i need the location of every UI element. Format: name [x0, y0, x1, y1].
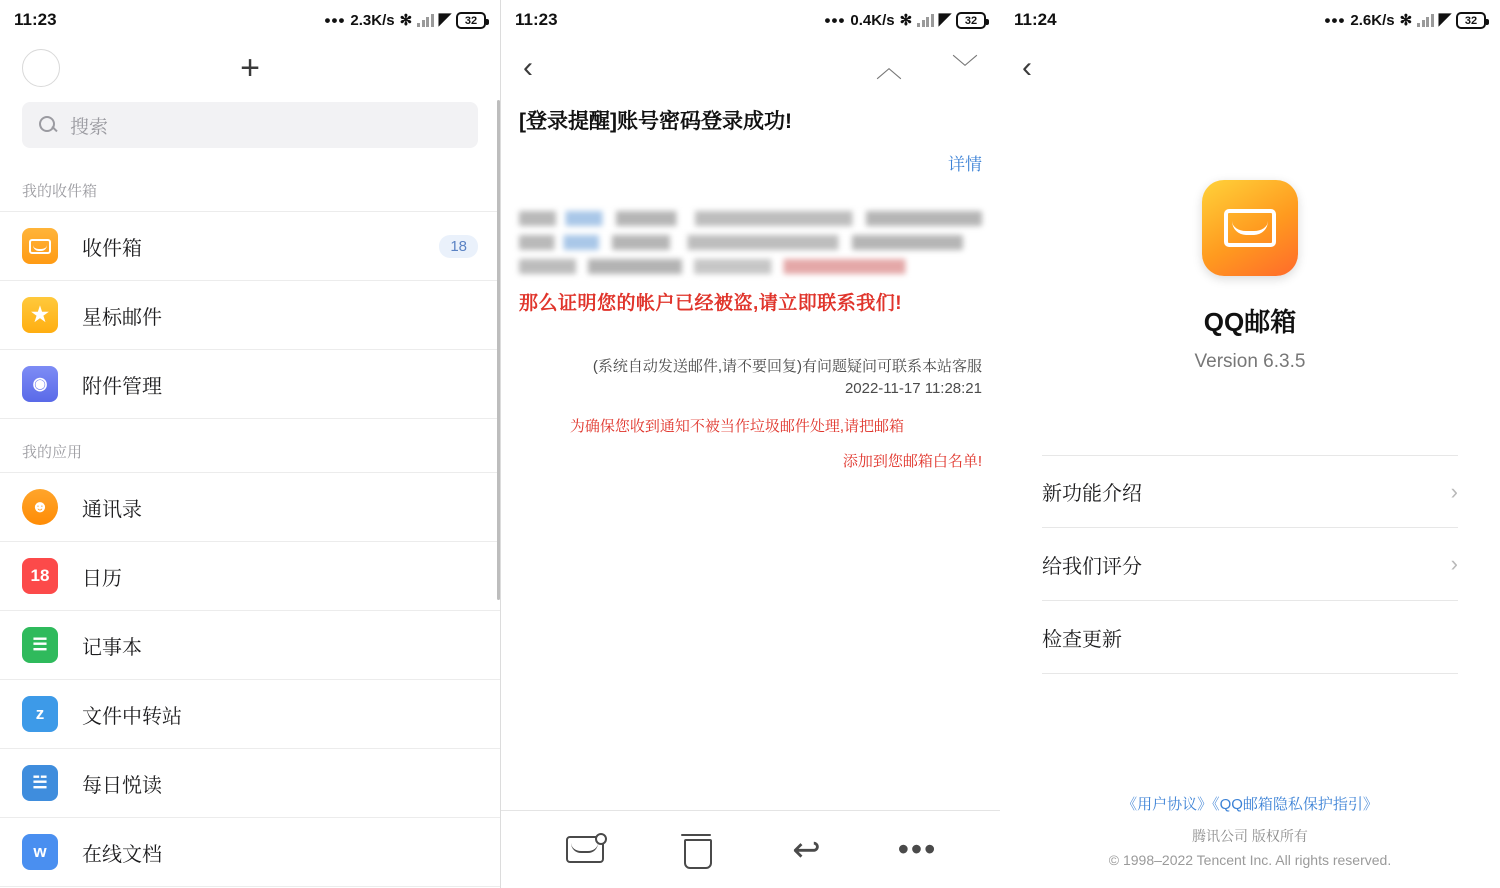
about-row-label: 检查更新	[1042, 628, 1122, 651]
mail-warning-text: 那么证明您的帐户已经被盗,请立即联系我们!	[519, 293, 903, 315]
navbar-mail-detail	[501, 40, 1000, 96]
notebook-icon: ☰	[22, 627, 58, 663]
list-item-label: 文件中转站	[82, 705, 182, 728]
more-button[interactable]: •••	[897, 830, 938, 867]
wifi-icon: ◤	[1438, 11, 1451, 28]
inbox-icon	[22, 228, 58, 264]
panel-mail-detail	[500, 0, 1000, 888]
about-row-new-features[interactable]	[1042, 455, 1458, 528]
status-badge: 18	[439, 235, 478, 258]
navbar-about	[1000, 40, 1500, 96]
contacts-icon: ☻	[22, 489, 58, 525]
mail-whitelist-line-1: 为确保您收到通知不被当作垃圾邮件处理,请把邮箱	[569, 418, 904, 436]
inbox-list	[0, 211, 500, 419]
status-time: 11:23	[515, 10, 558, 29]
list-item-label: 记事本	[82, 636, 142, 659]
status-dots-icon: •••	[824, 10, 846, 30]
star-icon: ★	[22, 297, 58, 333]
chevron-down-icon[interactable]: ﹀	[951, 53, 978, 83]
navbar-mail-list	[0, 40, 500, 96]
wifi-icon: ◤	[938, 11, 951, 28]
chevron-right-icon: ›	[1450, 551, 1458, 576]
avatar[interactable]	[22, 49, 60, 87]
legal-copyright: © 1998–2022 Tencent Inc. All rights reserved.	[1108, 852, 1392, 868]
bluetooth-icon: ✻	[1399, 12, 1413, 29]
mail-toolbar	[501, 810, 1000, 888]
list-item-online-doc[interactable]	[0, 818, 500, 887]
list-item-label: 每日悦读	[82, 774, 162, 797]
section-label-apps: 我的应用	[22, 444, 83, 461]
legal-links[interactable]: 《用户协议》《QQ邮箱隐私保护指引》	[1122, 796, 1378, 813]
app-logo-icon	[1202, 180, 1298, 276]
list-item-starred[interactable]	[0, 281, 500, 350]
panel-about	[1000, 0, 1500, 888]
mail-system-note: (系统自动发送邮件,请不要回复)有问题疑问可联系本站客服	[592, 358, 982, 376]
network-speed: 0.4K/s	[850, 11, 895, 29]
legal-footer	[1000, 793, 1500, 868]
list-item-inbox[interactable]	[0, 212, 500, 281]
back-icon[interactable]: ‹	[523, 51, 533, 84]
panel-mail-list	[0, 0, 500, 888]
network-speed: 2.6K/s	[1350, 11, 1395, 29]
mail-subject: [登录提醒]账号密码登录成功!	[519, 110, 792, 133]
status-dots-icon: •••	[324, 10, 346, 30]
section-label-inbox: 我的收件箱	[22, 183, 98, 200]
list-item-contacts[interactable]	[0, 473, 500, 542]
calendar-icon: 18	[22, 558, 58, 594]
signal-icon	[1417, 14, 1434, 27]
status-bar-2	[501, 0, 1000, 40]
mail-detail-link[interactable]: 详情	[948, 155, 982, 175]
attachment-icon: ◉	[22, 366, 58, 402]
list-item-notebook[interactable]	[0, 611, 500, 680]
battery-icon: 32	[456, 12, 486, 29]
list-item-label: 通讯录	[82, 498, 142, 521]
status-dots-icon: •••	[1324, 10, 1346, 30]
back-icon[interactable]: ‹	[1022, 51, 1032, 84]
about-list	[1042, 455, 1458, 674]
document-icon: w	[22, 834, 58, 870]
mail-whitelist-line-2: 添加到您邮箱白名单!	[842, 453, 982, 471]
list-item-label: 日历	[82, 567, 122, 590]
apps-list	[0, 472, 500, 887]
search-container	[0, 96, 500, 158]
list-item-calendar[interactable]	[0, 542, 500, 611]
network-speed: 2.3K/s	[350, 11, 395, 29]
list-item-label: 附件管理	[82, 375, 162, 398]
about-row-label: 给我们评分	[1042, 555, 1142, 578]
mail-redacted-content	[519, 211, 982, 274]
app-name: QQ邮箱	[1203, 307, 1297, 337]
search-placeholder: 搜索	[70, 116, 109, 138]
about-row-label: 新功能介绍	[1042, 483, 1142, 505]
mail-detail-body	[501, 96, 1000, 818]
wifi-icon: ◤	[438, 11, 451, 28]
mail-timestamp: 2022-11-17 11:28:21	[844, 380, 982, 398]
search-input[interactable]	[22, 102, 478, 148]
mark-unread-button[interactable]	[558, 827, 612, 873]
battery-icon: 32	[956, 12, 986, 29]
bluetooth-icon: ✻	[399, 12, 413, 29]
search-icon	[38, 115, 58, 135]
chevron-up-icon[interactable]: ︿	[875, 53, 902, 83]
legal-company: 腾讯公司 版权所有	[1192, 828, 1308, 844]
list-item-daily-reading[interactable]	[0, 749, 500, 818]
status-bar-1	[0, 0, 500, 40]
list-item-label: 在线文档	[82, 843, 162, 866]
chevron-right-icon: ›	[1450, 478, 1458, 504]
list-item-attachments[interactable]	[0, 350, 500, 419]
about-row-rate-us[interactable]	[1042, 528, 1458, 601]
bluetooth-icon: ✻	[899, 12, 913, 29]
list-item-file-transfer[interactable]	[0, 680, 500, 749]
signal-icon	[917, 14, 934, 27]
signal-icon	[417, 14, 434, 27]
about-row-check-update[interactable]	[1042, 601, 1458, 674]
status-bar-3	[1000, 0, 1500, 40]
list-item-label: 收件箱	[82, 237, 142, 260]
about-content	[1000, 180, 1500, 674]
delete-button[interactable]	[669, 827, 723, 873]
reply-button[interactable]: ↩	[792, 830, 821, 869]
status-time: 11:24	[1014, 10, 1057, 29]
file-icon: z	[22, 696, 58, 732]
battery-icon: 32	[1456, 12, 1486, 29]
reading-icon: ☱	[22, 765, 58, 801]
status-time: 11:23	[14, 10, 57, 29]
compose-add-button[interactable]: +	[240, 49, 260, 87]
app-version: Version 6.3.5	[1194, 351, 1306, 372]
list-item-label: 星标邮件	[82, 306, 162, 329]
